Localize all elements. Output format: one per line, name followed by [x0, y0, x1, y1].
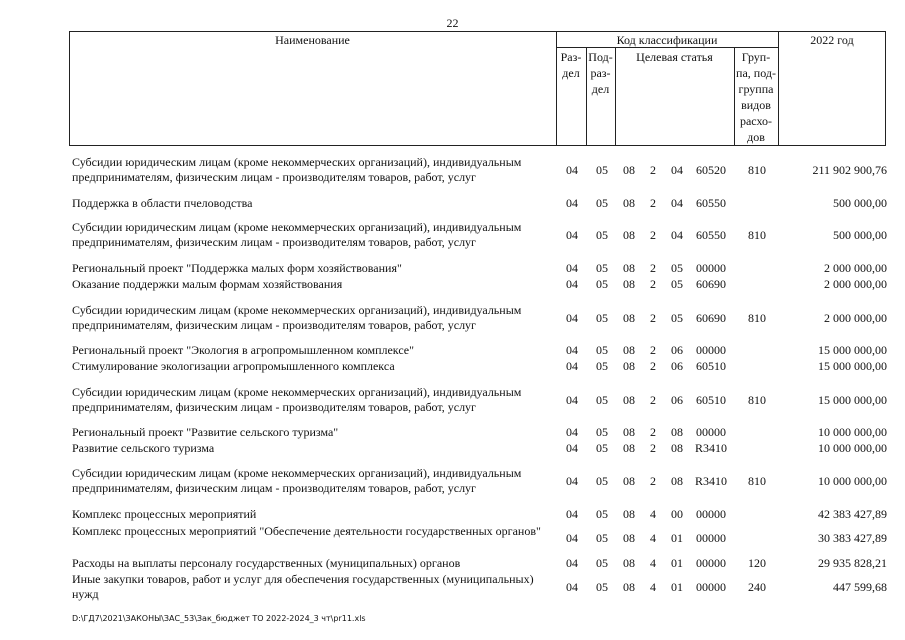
- cell-cs3: 01: [671, 556, 683, 570]
- cell-amount: 500 000,00: [833, 196, 887, 210]
- cell-cs4: 00000: [696, 343, 726, 357]
- cell-vr: 810: [748, 393, 766, 407]
- cell-cs1: 08: [623, 393, 635, 407]
- cell-amount: 2 000 000,00: [824, 311, 887, 325]
- row-name: Развитие сельского туризма: [72, 441, 215, 455]
- cell-cs3: 04: [671, 196, 683, 210]
- cell-amount: 30 383 427,89: [818, 531, 887, 545]
- cell-cs4: 00000: [696, 556, 726, 570]
- cell-amount: 15 000 000,00: [818, 393, 887, 407]
- cell-razdel: 04: [566, 163, 578, 177]
- cell-cs4: 60690: [696, 277, 726, 291]
- row-name: Стимулирование экологизации агропромышленного комплекса: [72, 359, 395, 373]
- cell-amount: 15 000 000,00: [818, 359, 887, 373]
- cell-cs3: 01: [671, 580, 683, 594]
- cell-razdel: 04: [566, 507, 578, 521]
- cell-razdel: 04: [566, 311, 578, 325]
- cell-vr: 810: [748, 474, 766, 488]
- header-text: Раз-: [560, 50, 582, 64]
- cell-razdel: 04: [566, 580, 578, 594]
- cell-cs3: 06: [671, 343, 683, 357]
- cell-cs4: 60550: [696, 228, 726, 242]
- cell-cs1: 08: [623, 359, 635, 373]
- cell-cs4: R3410: [694, 474, 727, 488]
- cell-podrazdel: 05: [596, 163, 608, 177]
- cell-amount: 29 935 828,21: [818, 556, 887, 570]
- header-text: па, под-: [736, 66, 776, 80]
- cell-cs3: 06: [671, 359, 683, 373]
- cell-podrazdel: 05: [596, 425, 608, 439]
- cell-razdel: 04: [566, 531, 578, 545]
- cell-cs2: 2: [650, 474, 656, 488]
- column-header-year: 2022 год: [810, 33, 854, 47]
- cell-razdel: 04: [566, 556, 578, 570]
- column-header-classification: Код классификации: [616, 33, 718, 47]
- cell-cs3: 08: [671, 441, 683, 455]
- cell-cs2: 2: [650, 163, 656, 177]
- column-header-name: Наименование: [275, 33, 350, 47]
- cell-amount: 447 599,68: [833, 580, 887, 594]
- cell-amount: 10 000 000,00: [818, 474, 887, 488]
- cell-cs1: 08: [623, 277, 635, 291]
- cell-cs1: 08: [623, 441, 635, 455]
- cell-cs1: 08: [623, 507, 635, 521]
- cell-cs4: 60510: [696, 359, 726, 373]
- cell-podrazdel: 05: [596, 531, 608, 545]
- cell-cs4: 00000: [696, 261, 726, 275]
- cell-razdel: 04: [566, 196, 578, 210]
- row-name: Комплекс процессных мероприятий: [72, 507, 257, 521]
- cell-cs4: 60510: [696, 393, 726, 407]
- cell-vr: 810: [748, 311, 766, 325]
- cell-cs3: 06: [671, 393, 683, 407]
- cell-cs1: 08: [623, 261, 635, 275]
- cell-cs1: 08: [623, 425, 635, 439]
- cell-razdel: 04: [566, 343, 578, 357]
- row-name: Расходы на выплаты персоналу государственных (муниципальных) органов: [72, 556, 461, 570]
- cell-cs1: 08: [623, 556, 635, 570]
- column-header-target-article: Целевая статья: [636, 50, 713, 64]
- cell-cs1: 08: [623, 474, 635, 488]
- cell-cs2: 4: [650, 556, 656, 570]
- cell-amount: 211 902 900,76: [812, 163, 887, 177]
- cell-podrazdel: 05: [596, 196, 608, 210]
- cell-amount: 2 000 000,00: [824, 261, 887, 275]
- cell-cs2: 2: [650, 441, 656, 455]
- cell-vr: 240: [748, 580, 766, 594]
- file-path-footer: D:\ГД7\2021\ЗАКОНЫ\ЗАС_53\Зак_бюджет ТО 2022-2024_3 чт\pr11.xls: [72, 614, 366, 623]
- row-name: Оказание поддержки малым формам хозяйствования: [72, 277, 343, 291]
- cell-cs3: 05: [671, 277, 683, 291]
- cell-amount: 10 000 000,00: [818, 441, 887, 455]
- cell-amount: 10 000 000,00: [818, 425, 887, 439]
- cell-cs1: 08: [623, 311, 635, 325]
- cell-cs2: 2: [650, 228, 656, 242]
- cell-vr: 810: [748, 228, 766, 242]
- cell-cs1: 08: [623, 228, 635, 242]
- cell-razdel: 04: [566, 277, 578, 291]
- cell-cs2: 2: [650, 359, 656, 373]
- cell-razdel: 04: [566, 393, 578, 407]
- cell-cs4: 00000: [696, 425, 726, 439]
- cell-cs1: 08: [623, 343, 635, 357]
- header-text: видов: [741, 98, 771, 112]
- cell-amount: 500 000,00: [833, 228, 887, 242]
- cell-podrazdel: 05: [596, 441, 608, 455]
- cell-podrazdel: 05: [596, 228, 608, 242]
- cell-cs3: 08: [671, 425, 683, 439]
- cell-cs1: 08: [623, 531, 635, 545]
- header-text: расхо-: [739, 114, 773, 128]
- cell-razdel: 04: [566, 261, 578, 275]
- cell-podrazdel: 05: [596, 261, 608, 275]
- cell-cs4: 00000: [696, 580, 726, 594]
- cell-cs4: 60520: [696, 163, 726, 177]
- cell-podrazdel: 05: [596, 556, 608, 570]
- cell-cs3: 05: [671, 311, 683, 325]
- header-text: Под-: [588, 50, 613, 64]
- row-name: Региональный проект "Экология в агропромышленном комплексе": [72, 343, 415, 357]
- cell-razdel: 04: [566, 441, 578, 455]
- cell-vr: 120: [748, 556, 766, 570]
- cell-cs2: 2: [650, 425, 656, 439]
- cell-cs3: 05: [671, 261, 683, 275]
- cell-cs2: 2: [650, 261, 656, 275]
- cell-cs1: 08: [623, 580, 635, 594]
- cell-cs4: 60690: [696, 311, 726, 325]
- cell-amount: 15 000 000,00: [818, 343, 887, 357]
- row-name: Поддержка в области пчеловодства: [72, 196, 253, 210]
- cell-cs3: 01: [671, 531, 683, 545]
- row-name: Субсидии юридическим лицам (кроме некоммерческих организаций), индивидуальным предпринимателям, физическим лицам - производителям товаров, работ, услуг: [72, 155, 522, 184]
- cell-cs1: 08: [623, 196, 635, 210]
- cell-cs3: 04: [671, 228, 683, 242]
- cell-cs3: 08: [671, 474, 683, 488]
- cell-razdel: 04: [566, 228, 578, 242]
- cell-razdel: 04: [566, 359, 578, 373]
- row-name: Субсидии юридическим лицам (кроме некоммерческих организаций), индивидуальным предпринимателям, физическим лицам - производителям товаров, работ, услуг: [72, 303, 522, 332]
- cell-cs3: 04: [671, 163, 683, 177]
- row-name: Субсидии юридическим лицам (кроме некоммерческих организаций), индивидуальным предпринимателям, физическим лицам - производителям товаров, работ, услуг: [72, 466, 522, 495]
- cell-cs3: 00: [671, 507, 683, 521]
- cell-cs2: 2: [650, 311, 656, 325]
- cell-podrazdel: 05: [596, 359, 608, 373]
- row-name: Иные закупки товаров, работ и услуг для обеспечения государственных (муниципальных) нужд: [72, 572, 534, 601]
- cell-cs4: 00000: [696, 507, 726, 521]
- cell-podrazdel: 05: [596, 580, 608, 594]
- cell-cs2: 2: [650, 393, 656, 407]
- header-text: Груп-: [741, 50, 771, 64]
- cell-cs4: R3410: [694, 441, 727, 455]
- cell-razdel: 04: [566, 425, 578, 439]
- page-number: 22: [446, 16, 459, 30]
- row-name: Комплекс процессных мероприятий "Обеспечение деятельности государственных органов": [72, 524, 541, 538]
- cell-cs2: 4: [650, 531, 656, 545]
- cell-razdel: 04: [566, 474, 578, 488]
- row-name: Субсидии юридическим лицам (кроме некоммерческих организаций), индивидуальным предпринимателям, физическим лицам - производителям товаров, работ, услуг: [72, 220, 522, 249]
- cell-cs2: 4: [650, 507, 656, 521]
- cell-amount: 2 000 000,00: [824, 277, 887, 291]
- cell-podrazdel: 05: [596, 507, 608, 521]
- cell-cs2: 2: [650, 196, 656, 210]
- header-text: дел: [562, 66, 580, 80]
- row-name: Региональный проект "Поддержка малых форм хозяйствования": [72, 261, 402, 275]
- header-text: группа: [738, 82, 774, 96]
- cell-cs2: 2: [650, 343, 656, 357]
- cell-podrazdel: 05: [596, 393, 608, 407]
- cell-vr: 810: [748, 163, 766, 177]
- cell-cs2: 2: [650, 277, 656, 291]
- cell-podrazdel: 05: [596, 474, 608, 488]
- header-text: дел: [591, 82, 610, 96]
- cell-amount: 42 383 427,89: [818, 507, 887, 521]
- cell-cs2: 4: [650, 580, 656, 594]
- cell-cs1: 08: [623, 163, 635, 177]
- cell-podrazdel: 05: [596, 311, 608, 325]
- cell-cs4: 60550: [696, 196, 726, 210]
- cell-podrazdel: 05: [596, 277, 608, 291]
- row-name: Региональный проект "Развитие сельского туризма": [72, 425, 339, 439]
- cell-podrazdel: 05: [596, 343, 608, 357]
- header-text: дов: [747, 130, 765, 144]
- header-text: раз-: [590, 66, 611, 80]
- cell-cs4: 00000: [696, 531, 726, 545]
- divider: [778, 31, 779, 146]
- row-name: Субсидии юридическим лицам (кроме некоммерческих организаций), индивидуальным предпринимателям, физическим лицам - производителям товаров, работ, услуг: [72, 385, 522, 414]
